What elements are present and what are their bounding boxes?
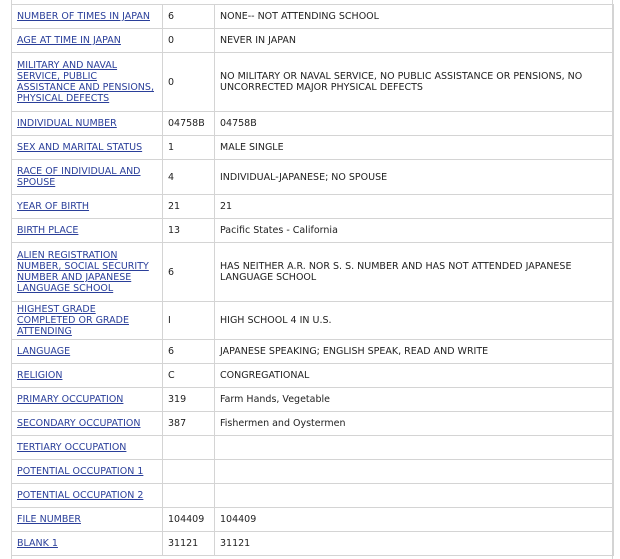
field-name-cell: [12, 136, 163, 160]
description-cell: CONGREGATIONAL: [215, 364, 614, 388]
field-name-cell: [12, 364, 163, 388]
field-name-cell: [12, 436, 163, 460]
table-row: [12, 412, 614, 436]
description-cell: 04758B: [215, 112, 614, 136]
field-name-cell: [12, 219, 163, 243]
field-name-cell: [12, 532, 163, 556]
field-link-number-of-times-in-japan[interactable]: NUMBER OF TIMES IN JAPAN: [17, 11, 150, 22]
description-cell: MALE SINGLE: [215, 136, 614, 160]
field-name-cell: [12, 460, 163, 484]
table-row: [12, 302, 614, 340]
field-name-cell: [12, 412, 163, 436]
field-name-cell: [12, 112, 163, 136]
table-row: [12, 112, 614, 136]
field-link-blank-1[interactable]: BLANK 1: [17, 538, 58, 549]
record-details-table: [11, 4, 614, 556]
table-row: [12, 5, 614, 29]
code-cell: 4: [163, 160, 215, 195]
description-cell: INDIVIDUAL-JAPANESE; NO SPOUSE: [215, 160, 614, 195]
description-cell: 31121: [215, 532, 614, 556]
table-row: [12, 436, 614, 460]
description-cell: [215, 484, 614, 508]
field-name-cell: [12, 53, 163, 112]
field-link-individual-number[interactable]: INDIVIDUAL NUMBER: [17, 118, 117, 129]
description-cell: Pacific States - California: [215, 219, 614, 243]
table-row: [12, 243, 614, 302]
field-link-potential-occupation-2[interactable]: POTENTIAL OCCUPATION 2: [17, 490, 144, 501]
field-link-language[interactable]: LANGUAGE: [17, 346, 71, 357]
code-cell: 04758B: [163, 112, 215, 136]
field-name-cell: [12, 5, 163, 29]
table-row: [12, 29, 614, 53]
code-cell: 104409: [163, 508, 215, 532]
table-row: [12, 136, 614, 160]
description-cell: NO MILITARY OR NAVAL SERVICE, NO PUBLIC ASSISTANCE OR PENSIONS, NO UNCORRECTED MAJOR PHYSICAL DEFECTS: [215, 53, 614, 112]
field-name-cell: [12, 160, 163, 195]
table-row: [12, 364, 614, 388]
field-link-highest-grade-completed[interactable]: HIGHEST GRADE COMPLETED OR GRADE ATTENDING: [17, 304, 129, 337]
field-link-age-at-time-in-japan[interactable]: AGE AT TIME IN JAPAN: [17, 35, 121, 46]
field-link-alien-registration-number[interactable]: ALIEN REGISTRATION NUMBER, SOCIAL SECURITY NUMBER AND JAPANESE LANGUAGE SCHOOL: [17, 250, 149, 294]
field-link-military-and-naval-service[interactable]: MILITARY AND NAVAL SERVICE, PUBLIC ASSISTANCE AND PENSIONS, PHYSICAL DEFECTS: [17, 60, 154, 104]
table-row: [12, 460, 614, 484]
code-cell: 13: [163, 219, 215, 243]
description-cell: HAS NEITHER A.R. NOR S. S. NUMBER AND HAS NOT ATTENDED JAPANESE LANGUAGE SCHOOL: [215, 243, 614, 302]
code-cell: [163, 460, 215, 484]
table-row: [12, 388, 614, 412]
code-cell: 1: [163, 136, 215, 160]
code-cell: [163, 436, 215, 460]
field-name-cell: [12, 484, 163, 508]
field-link-tertiary-occupation[interactable]: TERTIARY OCCUPATION: [17, 442, 127, 453]
code-cell: 6: [163, 5, 215, 29]
description-cell: 104409: [215, 508, 614, 532]
description-cell: Fishermen and Oystermen: [215, 412, 614, 436]
table-row: [12, 160, 614, 195]
field-name-cell: [12, 388, 163, 412]
field-name-cell: [12, 243, 163, 302]
table-row: [12, 340, 614, 364]
field-link-secondary-occupation[interactable]: SECONDARY OCCUPATION: [17, 418, 141, 429]
description-cell: [215, 436, 614, 460]
field-link-birth-place[interactable]: BIRTH PLACE: [17, 225, 79, 236]
field-link-race-of-individual-and-spouse[interactable]: RACE OF INDIVIDUAL AND SPOUSE: [17, 166, 141, 188]
description-cell: [215, 460, 614, 484]
description-cell: HIGH SCHOOL 4 IN U.S.: [215, 302, 614, 340]
field-name-cell: [12, 302, 163, 340]
field-name-cell: [12, 29, 163, 53]
code-cell: 31121: [163, 532, 215, 556]
code-cell: 6: [163, 340, 215, 364]
table-row: [12, 508, 614, 532]
table-row: [12, 484, 614, 508]
field-link-primary-occupation[interactable]: PRIMARY OCCUPATION: [17, 394, 124, 405]
table-row: [12, 532, 614, 556]
description-cell: NEVER IN JAPAN: [215, 29, 614, 53]
code-cell: 6: [163, 243, 215, 302]
description-cell: Farm Hands, Vegetable: [215, 388, 614, 412]
code-cell: 319: [163, 388, 215, 412]
table-row: [12, 219, 614, 243]
field-link-potential-occupation-1[interactable]: POTENTIAL OCCUPATION 1: [17, 466, 144, 477]
table-row: [12, 195, 614, 219]
field-link-year-of-birth[interactable]: YEAR OF BIRTH: [17, 201, 90, 212]
code-cell: [163, 484, 215, 508]
field-name-cell: [12, 508, 163, 532]
field-name-cell: [12, 340, 163, 364]
description-cell: 21: [215, 195, 614, 219]
code-cell: 0: [163, 29, 215, 53]
description-cell: NONE-- NOT ATTENDING SCHOOL: [215, 5, 614, 29]
code-cell: 0: [163, 53, 215, 112]
field-name-cell: [12, 195, 163, 219]
code-cell: I: [163, 302, 215, 340]
field-link-sex-and-marital-status[interactable]: SEX AND MARITAL STATUS: [17, 142, 143, 153]
code-cell: 387: [163, 412, 215, 436]
code-cell: C: [163, 364, 215, 388]
field-link-file-number[interactable]: FILE NUMBER: [17, 514, 81, 525]
table-row: [12, 53, 614, 112]
code-cell: 21: [163, 195, 215, 219]
field-link-religion[interactable]: RELIGION: [17, 370, 63, 381]
description-cell: JAPANESE SPEAKING; ENGLISH SPEAK, READ AND WRITE: [215, 340, 614, 364]
